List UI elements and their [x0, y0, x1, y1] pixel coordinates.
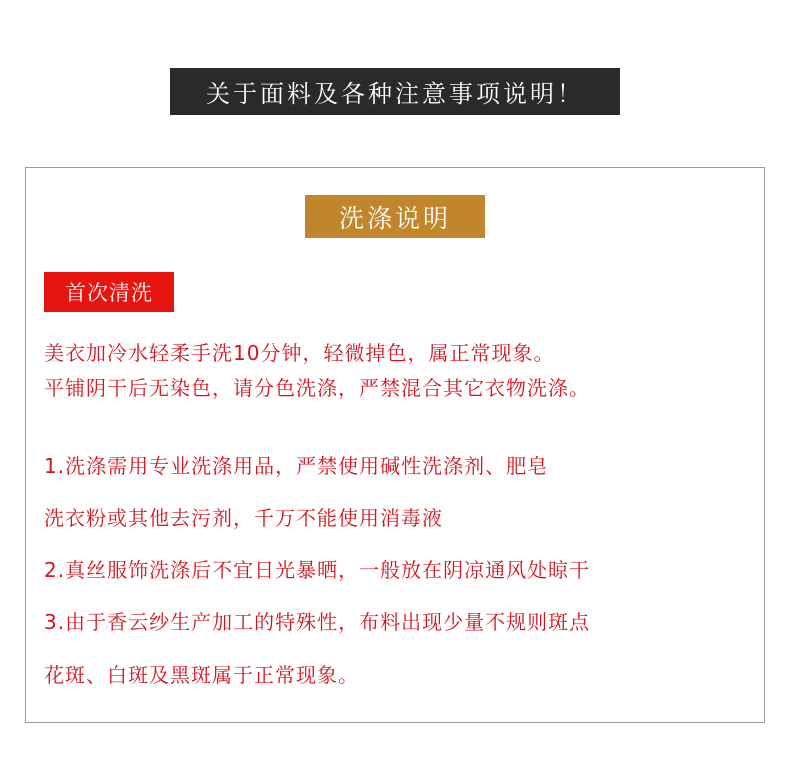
instruction-line-1: 美衣加冷水轻柔手洗10分钟，轻微掉色，属正常现象。 [44, 341, 555, 365]
first-wash-tag: 首次清洗 [44, 272, 174, 312]
section-header-washing: 洗涤说明 [305, 195, 485, 238]
instruction-line-5: 2.真丝服饰洗涤后不宜日光暴晒，一般放在阴凉通风处晾干 [44, 558, 591, 582]
washing-instructions-panel [25, 167, 765, 723]
page-title-banner: 关于面料及各种注意事项说明！ [170, 68, 620, 115]
instruction-line-3: 1.洗涤需用专业洗涤用品，严禁使用碱性洗涤剂、肥皂 [44, 454, 549, 478]
instruction-line-4: 洗衣粉或其他去污剂，千万不能使用消毒液 [44, 506, 443, 530]
instruction-line-7: 花斑、白斑及黑斑属于正常现象。 [44, 663, 359, 687]
instruction-line-6: 3.由于香云纱生产加工的特殊性，布料出现少量不规则斑点 [44, 610, 591, 634]
instruction-line-2: 平铺阴干后无染色，请分色洗涤，严禁混合其它衣物洗涤。 [44, 376, 590, 400]
